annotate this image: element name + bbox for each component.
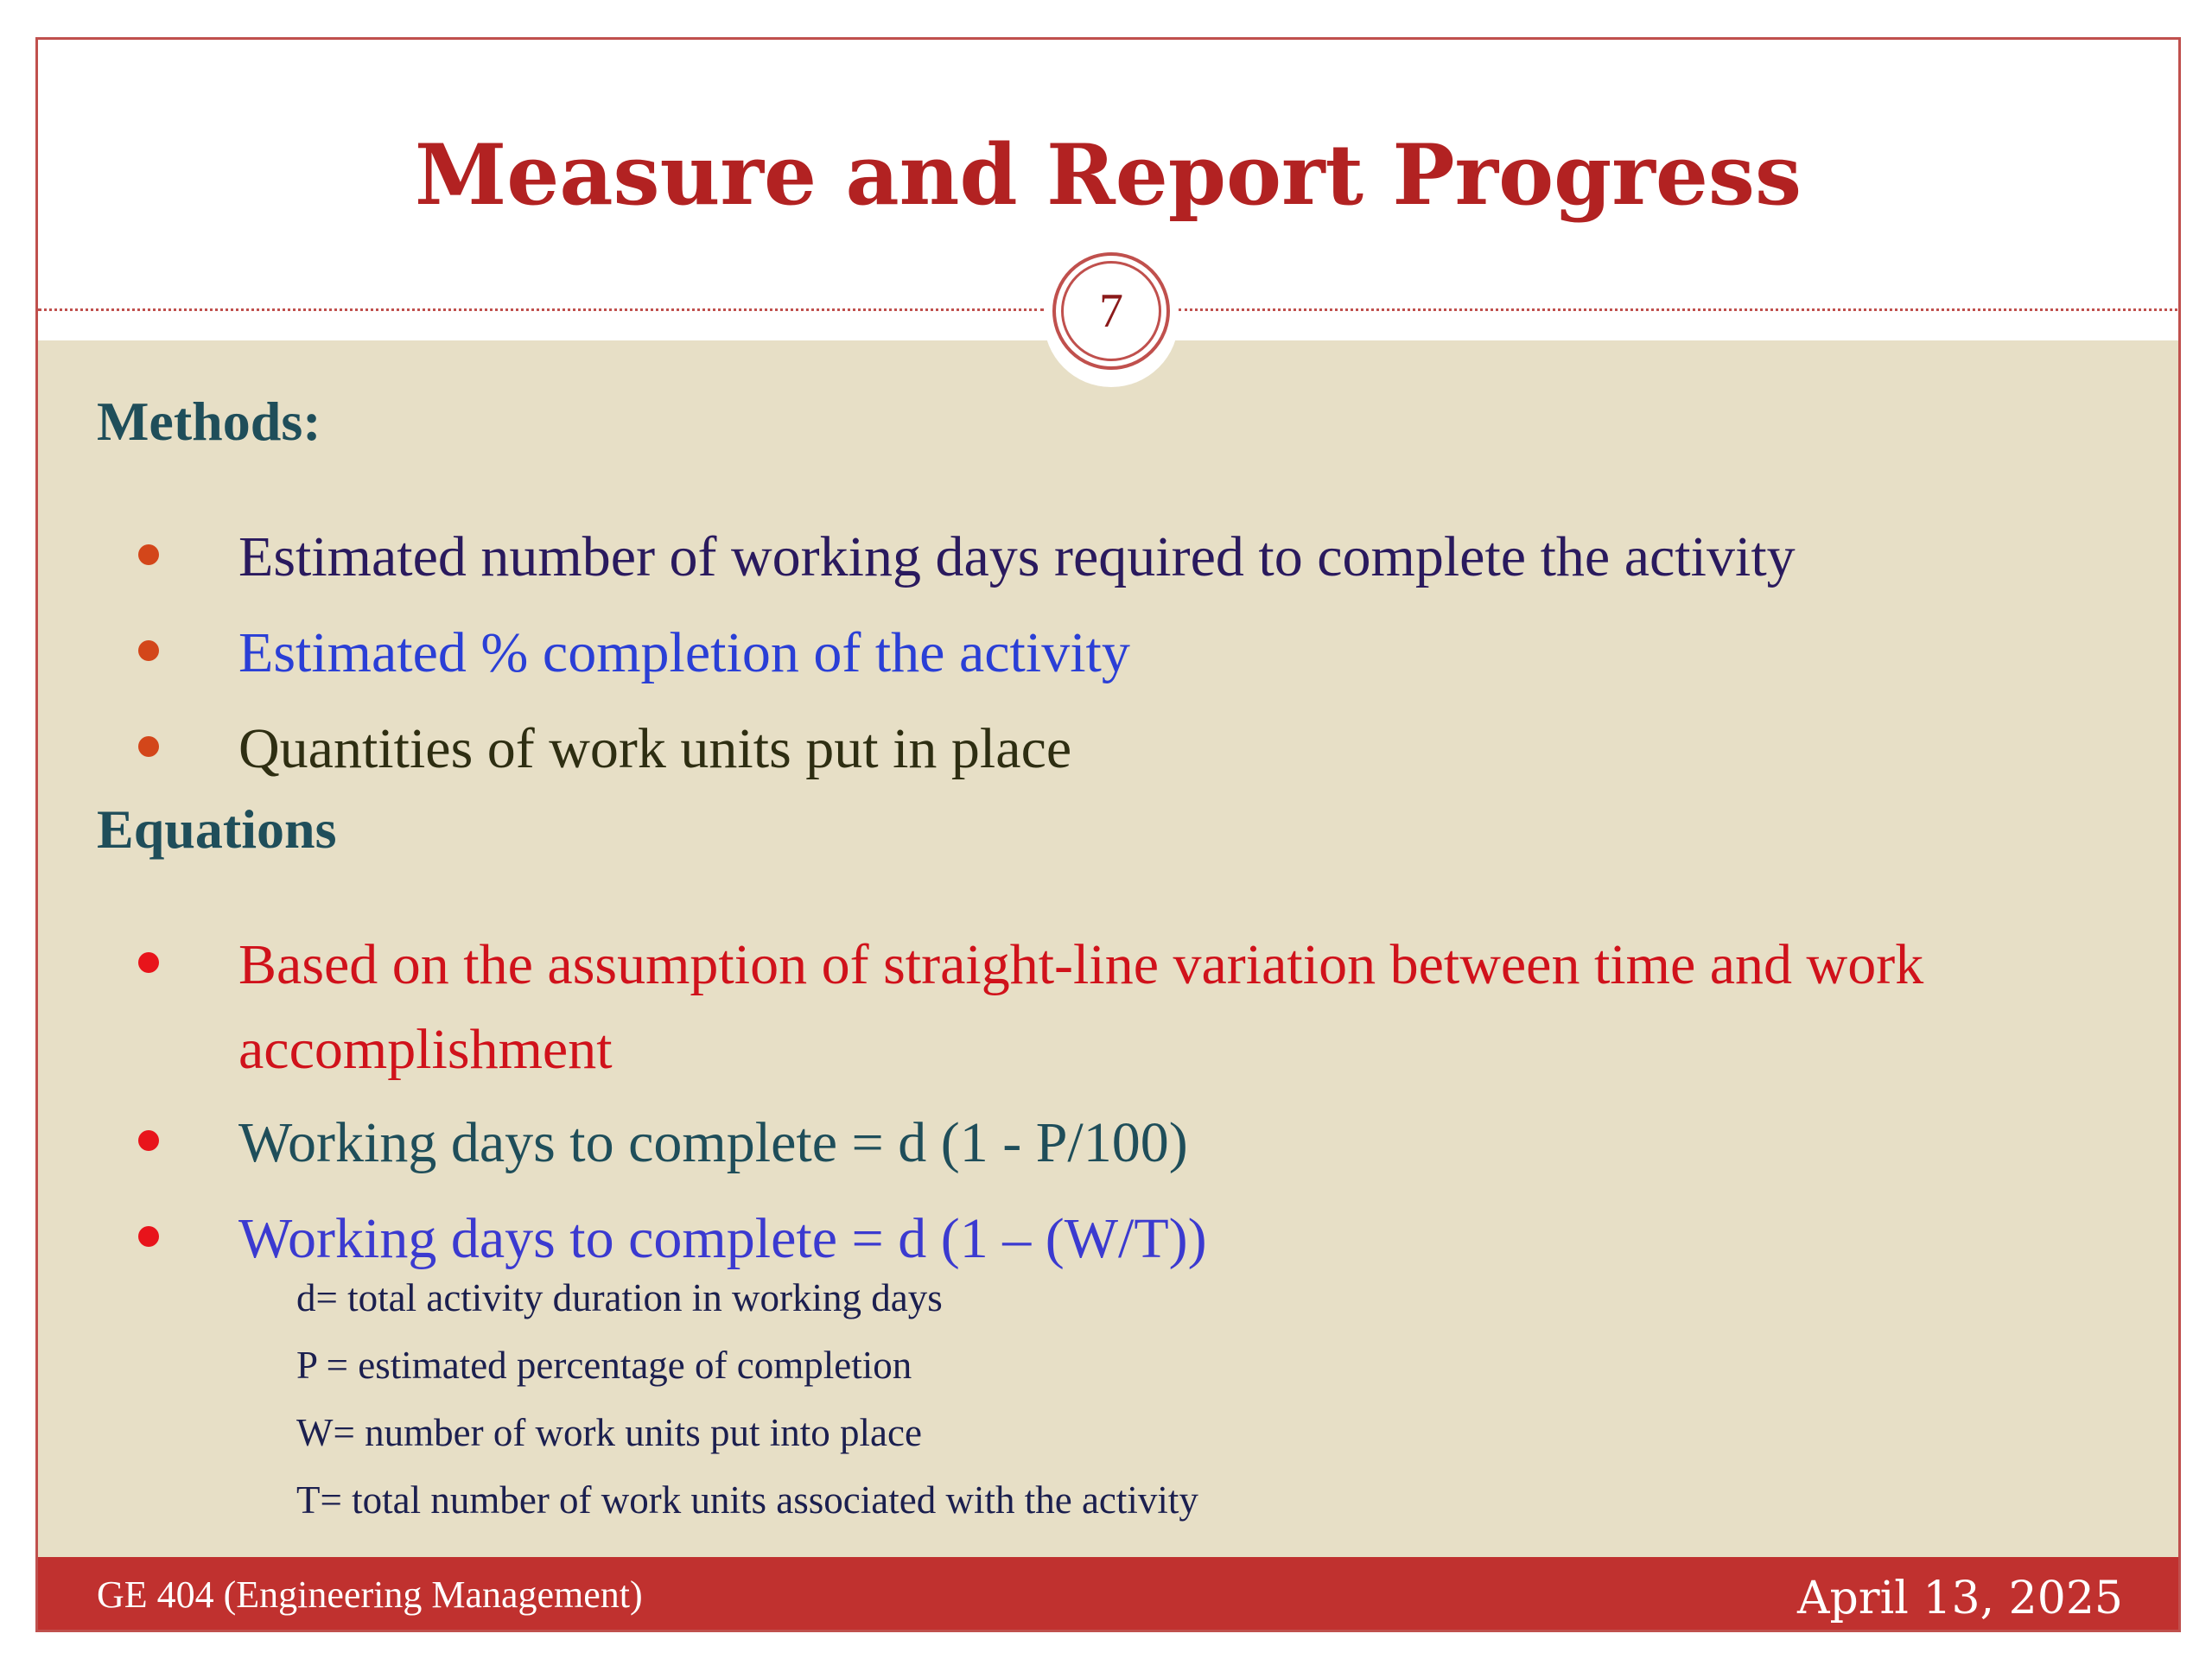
slide-number: 7	[1061, 261, 1161, 361]
bullet-icon	[138, 1130, 159, 1151]
equations-item	[138, 1101, 2109, 1185]
header-divider-right	[1179, 308, 2181, 311]
definition-line: W= number of work units put into place	[296, 1411, 922, 1454]
equations-item	[138, 1197, 2109, 1281]
equations-item	[138, 923, 2109, 1092]
bullet-icon	[138, 640, 159, 661]
methods-item	[138, 707, 2109, 791]
header-divider-left	[38, 308, 1044, 311]
methods-item-text: Quantities of work units put in place	[238, 717, 1072, 780]
equations-item-text: Working days to complete = d (1 – (W/T))	[238, 1207, 1207, 1270]
equations-heading: Equations	[97, 798, 337, 860]
methods-item	[138, 611, 2109, 696]
slide-frame	[35, 37, 2181, 1632]
methods-heading: Methods:	[97, 391, 321, 452]
bullet-icon	[138, 736, 159, 757]
definition-line: T= total number of work units associated with the activity	[296, 1478, 1198, 1522]
methods-item	[138, 515, 2109, 600]
bullet-icon	[138, 544, 159, 565]
equations-item-text: Working days to complete = d (1 - P/100)	[238, 1111, 1188, 1174]
footer-date: April 13, 2025	[1796, 1573, 2123, 1624]
methods-item-text: Estimated % completion of the activity	[238, 621, 1130, 684]
methods-item-text: Estimated number of working days required to complete the activity	[238, 525, 1796, 588]
slide-footer	[38, 1557, 2178, 1632]
equations-item-text: Based on the assumption of straight-line variation between time and work accomplishment	[238, 933, 1924, 1081]
definition-line: d= total activity duration in working days	[296, 1276, 943, 1319]
slide-title: Measure and Report Progress	[414, 126, 1802, 224]
bullet-icon	[138, 952, 159, 973]
footer-course: GE 404 (Engineering Management)	[97, 1573, 643, 1616]
bullet-icon	[138, 1226, 159, 1247]
definition-line: P = estimated percentage of completion	[296, 1344, 912, 1387]
